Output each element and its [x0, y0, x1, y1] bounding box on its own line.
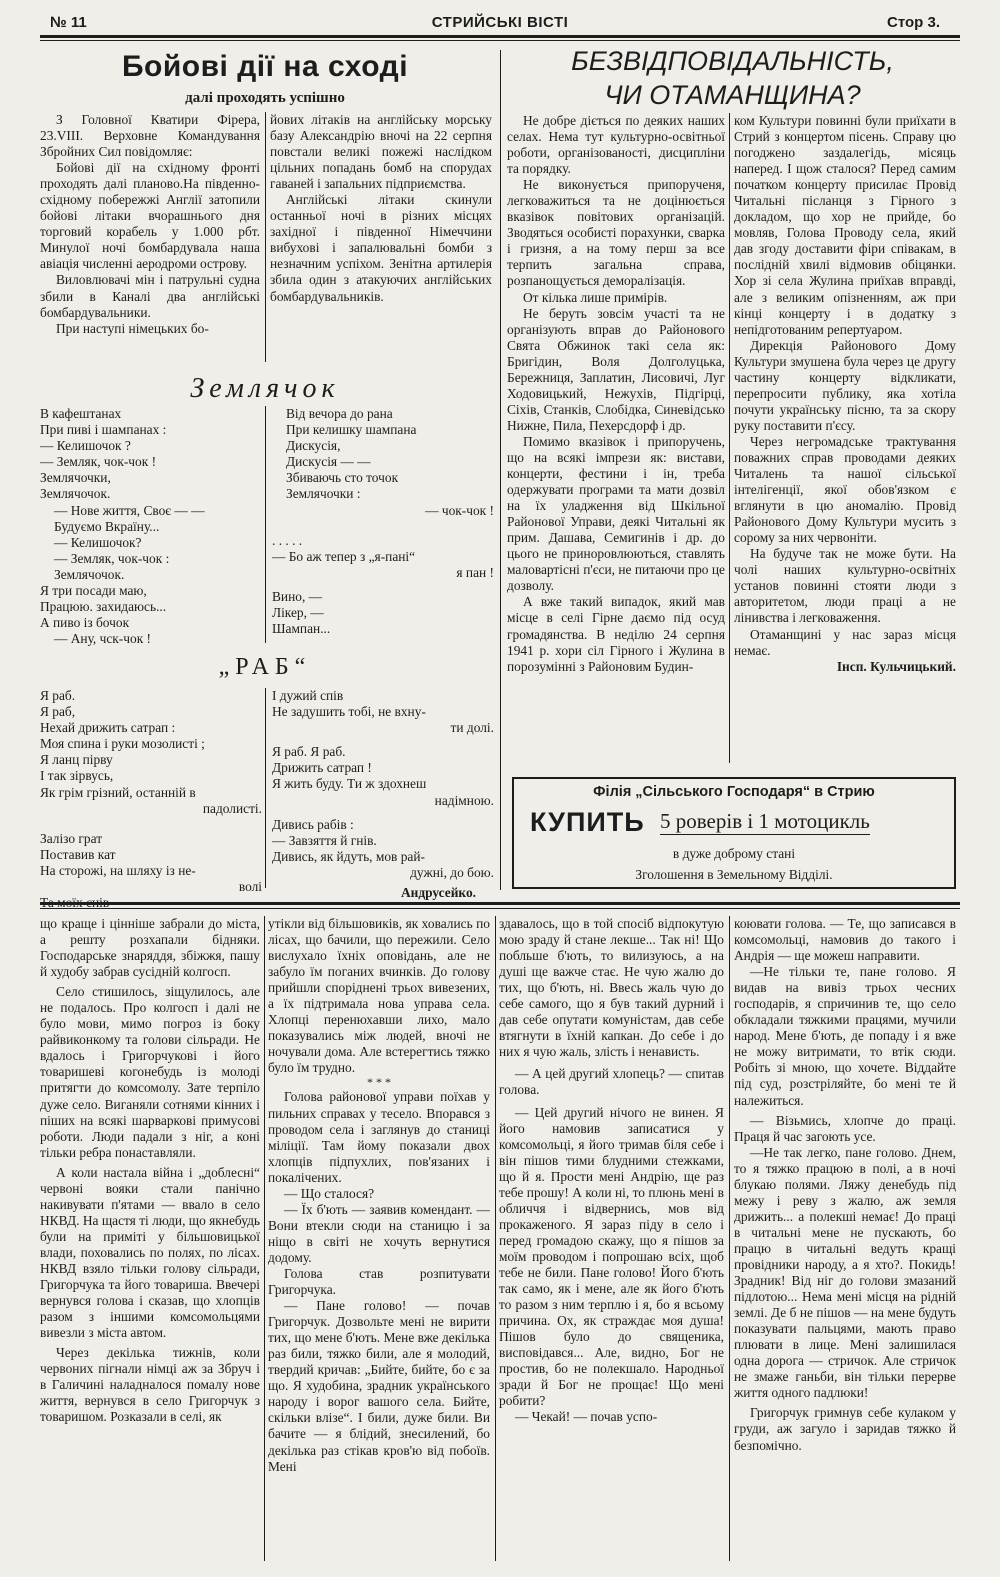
poem-zemliachok-title: Землячок — [190, 373, 340, 404]
poem-line: Шампан... — [272, 621, 331, 637]
paragraph: — Чекай! — почав успо- — [515, 1409, 658, 1425]
poem-rab-left — [40, 688, 262, 911]
page-number: Стор 3. — [887, 14, 940, 31]
paragraph: На будуче так не може бути. На чолі наших культурно-освітніх установ повинні стояти люди з авторитетом, люди праці а не лінивства і легковаження. — [734, 546, 956, 626]
poem-line: Дискусія, — [286, 438, 341, 454]
column-divider — [265, 406, 266, 643]
story-column-1 — [40, 916, 260, 1562]
poem-line: Землячочки : — [286, 486, 361, 502]
poem-line: дужні, до бою. — [410, 864, 494, 880]
war-article-column-2 — [270, 112, 492, 367]
poem-line: — Бо аж тепер з „я-пані“ — [272, 548, 416, 564]
poem-line: Землячочок. — [40, 486, 111, 502]
paragraph: З Головної Кватири Фірера, 23.VIII. Верховне Командування Збройних Сил повідомляє: — [40, 112, 260, 160]
poem-line: Я жить буду. Ти ж здохнеш — [272, 776, 427, 792]
article-author: Інсп. Кульчицький. — [836, 658, 956, 674]
poem-line: — Келишочок ? — [40, 438, 131, 454]
ad-buy: КУПИТЬ — [530, 807, 645, 837]
poem-line: Дрижить сатрап ! — [272, 760, 372, 776]
paragraph: Голова районової управи поїхав у пильних справах у тесело. Впорався з проводом села і заглянув до станиці міліції. Там йому показали двох хлопців підпухлих, пов'язаних і покалічених. — [268, 1089, 490, 1185]
poem-line: падолисті. — [202, 800, 262, 816]
story-column-2 — [268, 916, 490, 1562]
poem-line: — Земляк, чок-чок ! — [40, 454, 157, 470]
poem-line: При келишку шампана — [286, 422, 417, 438]
poem-zemliachok-right — [272, 406, 494, 637]
paragraph: —Не так легко, пане голово. Днем, то я тяжко працюю в полі, а в ночі блукаю полями. Ляжу денебудь під межу і реву з жалю, аж земля дрижить... а полекші немає! До праці в читальні мене не пускають, бо працю в читальні ведуть кращі провідники народу, а я хто?. Покидь! Зрадник! Від ніг до голови змазаний підлотою... Нема мені місця на рідній землі. Де б не пішов — на мене будуть показувати пальцями, мають право плювати в лице. Мені залишилася одна дорога — стричок. Але стричок не змаже ганьби, він тільки перерве життя одного падлюки! — [734, 1144, 956, 1401]
paragraph: —Не тільки те, пане голово. Я видав на вивіз трьох чесних господарів, я спричинив те, що село обкладали тяжкими працями, мучили народ. Мене б'ють, де попаду і я вже не можу витримати, то втік сюди. Робіть зі мною, що хочете. Віддайте під суд, розстріляйте, бо мені те й належиться. — [734, 964, 956, 1108]
paragraph: — А цей другий хлопець? — спитав голова. — [499, 1066, 724, 1098]
section-rule-thin — [40, 908, 960, 909]
poem-line: — Завзяття й гнів. — [272, 832, 377, 848]
paragraph: Дирекція Районового Дому Культури змушена була через це другу частину концерту відкликати, перепросити публику, яка хотіла почути українську пісню, та за скору руку поставити п'єсу. — [734, 337, 956, 433]
paragraph: Англійські літаки скинули останньої ночі в різних місцях західної і південної Німеччини вибухові і запалювальні бомби з незначним успіхом. Зенітна артилерія збила один з атакуючих англійських бомбардувальників. — [270, 192, 492, 304]
section-stars: * * * — [367, 1075, 391, 1090]
ad-condition: в дуже доброму стані — [672, 846, 796, 861]
paragraph: А вже такий випадок, який мав місце в селі Гірне даємо під осуд громадянства. В неділю 24 серпня 1941 р. хори сіл Гірного і Жулина в порозумінні з Районовим Будин- — [507, 594, 725, 674]
poem-line: Вино, — — [272, 588, 323, 604]
poem-line: Працюю. захидаюсь... — [40, 599, 167, 615]
advertisement-box — [512, 777, 956, 889]
poem-line: — чок-чок ! — [425, 502, 494, 518]
otaman-title-line-1: БЕЗВІДПОВІДАЛЬНІСТЬ, — [571, 46, 894, 76]
poem-line: Лікер, — — [272, 605, 324, 621]
poem-line: я пан ! — [456, 564, 494, 580]
section-divider — [500, 50, 501, 890]
column-divider — [495, 916, 496, 1561]
poem-line: І дужий спів — [272, 688, 344, 703]
paragraph: ком Культури повинні були приїхати в Стрий з концертом пісень. Справу цю погоджено заздалегідь, місяць наперед. І щож сталося? Перед самим початком концерту присилає Провід Читальні післанця з Гірного з докладом, що хор не прийде, бо мовляв, Голова Проводу села, який дав згоду доставити фіри співакам, в послідній хвилі відмовив обіцянки. Хор зі села Жулина приїхав вправді, але з великим опізненням, аж при кінці концерту і в додатку з непідготованим репертуаром. — [734, 113, 956, 337]
poem-line: На сторожі, на шляху із не- — [40, 862, 196, 878]
paragraph: Помимо вказівок і припоручень, що на всякі імпрези як: вистави, концерти, фестини і ін, треба одержувати програми та мати дозвіл на їх уладження від Шкільної Районової Управи, деякі Читальні як прим. Дашава, Семигинів і др. до цього не приноровлюються, ставлять маловартісні п'єси, не питаючи про це дозволу. — [507, 433, 725, 594]
paragraph: утікли від більшовиків, як ховались по лісах, що бачили, що пережили. Село вислухало їхніх оповідань, але не забуло їм поганих вчинків. До голову прийшли споріднені трьох вивезених, а їх підтримала нова управа села. Хлопці перенюхавши лихо, мало показувались між людей, вночі не ночували дома. Але встерегтись тяжко було їм трудно. — [268, 916, 490, 1076]
poem-line: А пиво із бочок — [40, 615, 130, 631]
paragraph: — Пане голово! — почав Григорчук. Дозвольте мені не вирити тих, що мене б'ють. Мене вже декілька раз били, тяжко били, але я молодий, твердий кричав: „Бийте, бийте, бо є за що. Я худобина, зрадник українського народу і ворог вашого села. Бийте, скільки влізе“. І били, дуже били. Ви бачите — я блідий, знесилений, бо декілька раз стікав кров'ю від побоїв. Мені — [268, 1298, 490, 1474]
poem-author: Андрусейко. — [400, 885, 476, 901]
column-divider — [729, 916, 730, 1561]
poem-line: Поставив кат — [40, 846, 116, 862]
paragraph: Не виконується припорученя, легковажиться та не доцінюється вказівок повітових організацій. Зводяться особисті порахунки, сварка і гризня, а на тому перш за все терпить загальна справа, розпанощується деморалізація. — [507, 177, 725, 289]
war-article-title: Бойові дії на сході — [121, 50, 409, 83]
poem-line: ти долі. — [450, 720, 494, 736]
paragraph: Григорчук гримнув себе кулаком у груди, аж загуло і заридав тяжко й безпомічно. — [734, 1405, 956, 1453]
paragraph: — Цей другий нічого не винен. Я його намовив записатися у комсомольці, я його тримав біля себе і він пішов тими блудними стежками, що й я. Прости мені Андрію, ще раз тебе прошу! А коли ні, то плюнь мені в обличчя і відвернись, мов від прокаженого. Я зараз піду в село і перед громадою скажу, що я пішов за моїм проводом і попрошаю всіх, щоб тебе не били. Пане голово! Його б'ють так само, як і мене, але як його б'ють то разом з ним терплю і я, бо я всьому причина. Ох, як страждає моя душа! Пішов було до священика, висповідався... Але, видно, Бог не простив, бо не полекшало. Народньої зради й Бог не прощає! Що мені робити? — [499, 1104, 724, 1409]
poem-line: Я раб. — [40, 688, 76, 703]
header-rule-thin — [40, 40, 960, 41]
poem-line: — Нове життя, Своє — — — [54, 502, 205, 518]
newspaper-title: СТРИЙСЬКІ ВІСТІ — [431, 14, 569, 31]
poem-line: Дивись, як йдуть, мов рай- — [272, 848, 425, 864]
paragraph: що краще і цінніше забрали до міста, а решту розхапали бідняки. Господарське знаряддя, збіжжя, пашу й худобу забрав сусідній колгосп. — [40, 916, 260, 980]
paragraph: Через негромадське трактування поважних справ проводами деяких Читалень та нашої сільської інтелігенції, якої обов'язком є вглянути в цю аномалію. Провід Районового Дому Культури мусить з сорому за них червоніти. — [734, 433, 956, 546]
paragraph: Не беруть зовсім участі та не організують вправ до Районового Свята Обжинок такі села як: Бригідин, Воля Долголуцька, Бережниця, Заплатин, Лисовичі, Луг Ходовицький, Нежухів, Підгірці, Сіхів, Станків, Слобідка, Синевідсько Нижне, Пила, Пехерсдорф і др. — [507, 305, 725, 433]
poem-line: Від вечора до рана — [286, 406, 393, 421]
poem-line: . . . . . — [272, 532, 303, 548]
otaman-title-line-2: ЧИ ОТАМАНЩИНА? — [604, 80, 861, 110]
paragraph: От кілька лише примірів. — [523, 289, 668, 305]
header-rule — [40, 35, 960, 38]
ad-contact: Зголошення в Земельному Відділі. — [635, 867, 833, 882]
paragraph: здавалось, що в той спосіб відпокутую мою зраду й стане лекше... Так ні! Що побльше б'ють, то вилизуюсь, а на душі ще важче стає. Не чую жалю до тих, що б'ють, ні. Ввесь жаль чую до себе самого, що я був такий дурний і дав себе опутати комуністам, дав себе втягнути в їхній капкан. До себе і до них я чую жаль, злість і ненависть. — [499, 916, 724, 1060]
column-divider — [264, 916, 265, 1561]
poem-line: — Ану, чск-чок ! — [54, 631, 152, 647]
poem-line: Як грім грізний, останній в — [40, 784, 196, 800]
poem-rab-right — [272, 688, 494, 901]
column-divider — [265, 688, 266, 888]
issue-number: № 11 — [50, 14, 87, 31]
paragraph: Не добре діється по деяких наших селах. Нема тут культурно-освітньої роботи, організованості, дисципліни та порядку. — [507, 113, 725, 177]
column-divider — [265, 112, 266, 362]
paragraph: Через декілька тижнів, коли червоних пігнали німці аж за Збруч і в Галичині наладналося помалу нове життя, вернувся в село Григорчук з товаришом. Розказали в селі, як — [40, 1345, 260, 1425]
poem-line: Моя спина і руки мозолисті ; — [40, 736, 205, 752]
poem-line: Я раб, — [40, 704, 76, 720]
paragraph: Бойові дії на східному фронті проходять далі плановo.На південно-східному побережжі Англії затопили бойові літаки вчорашнього дня торговий корабель у 1.000 рбт. Минулої ночі бомбардувала наша авіація численні аеродроми острову. — [40, 160, 260, 272]
paragraph: Виловлювачі мін і патрульні судна збили в Каналі два англійські бомбардувальники. — [40, 272, 260, 320]
paragraph: Голова став розпитувати Григорчука. — [268, 1265, 490, 1298]
poem-line: надімною. — [434, 792, 494, 808]
poem-line: волі — [238, 879, 262, 895]
paragraph: Село стишилось, зіщулилось, але не подалось. Про колгосп і далі не було мови, мимо погроз із боку райвиконкому та голови сільради. Не вдалось і Григорчукові і його товаришеві когонебудь із молоді притягти до комсомолу. Зате терпіло дуже село. Виганяли сотнями кінних і піших на всякі шарваркові примусові роботи. Люди падали з ніг, а коні тільки ребра понаставляли. — [40, 984, 260, 1160]
column-divider — [729, 113, 730, 763]
story-column-4 — [734, 916, 956, 1562]
poem-line: І так зірвусь, — [40, 768, 114, 784]
section-rule — [40, 902, 960, 905]
poem-line: Землячочки, — [40, 470, 111, 486]
paragraph: — Візьмись, хлопче до праці. Праця й час загоють усе. — [734, 1112, 956, 1144]
otaman-column-2 — [734, 113, 956, 773]
paragraph: Отаманщині у нас зараз місця немає. — [734, 626, 956, 658]
poem-line: Дивись рабів : — [272, 816, 354, 832]
poem-line: Залізо грат — [40, 830, 103, 846]
poem-line: — Земляк, чок-чок : — [54, 550, 170, 566]
poem-line: Будуємо Вкраїну... — [54, 518, 160, 534]
poem-line: Не задушить тобі, не вхну- — [272, 704, 426, 720]
paragraph: При наступі німецьких бо- — [56, 320, 209, 336]
poem-line: — Келишочок? — [54, 534, 142, 550]
war-article-subtitle: далі проходять успішно — [185, 90, 345, 106]
ad-title: Філія „Сільського Господаря“ в Стрию — [593, 784, 875, 800]
paragraph: — Їх б'ють — заявив комендант. — Вони втекли сюди на станицю і за ніщо в світі не хочуть вернутися додому. — [268, 1201, 490, 1265]
story-column-3 — [499, 916, 724, 1562]
poem-line: Нехай дрижить сатрап : — [40, 720, 176, 736]
poem-line: Я ланц пірву — [40, 752, 113, 768]
poem-line: Дискусія — — — [286, 454, 371, 470]
ad-item: 5 роверів і 1 мотоцикль — [660, 809, 870, 833]
war-article-column-1 — [40, 112, 260, 367]
poem-line: Землячочок. — [54, 566, 125, 582]
poem-rab-title: „РАБ“ — [218, 654, 312, 680]
poem-line: В кафештанах — [40, 406, 122, 421]
poem-line: Я раб. Я раб. — [272, 744, 346, 760]
poem-zemliachok-left — [40, 406, 262, 647]
poem-line: Я три посади маю, — [40, 583, 147, 599]
paragraph: коювати голова. — Те, що записався в комсомольці, намовив до такого і Андрія — ще можеш направити. — [734, 916, 956, 964]
poem-line: При пиві і шампанах : — [40, 422, 167, 438]
paragraph: А коли настала війна і „доблесні“ червоні вояки стали панічно накивувати п'ятами — ввало в село НКВД. На щастя ті люди, що якнебудь були на приміті у більшовицької влади, поховались по полях, по лісах. НКВД взяло тільки голову сільради, Григорчука та його товариша. Ввечері вернувся голова і сказав, що хлопців разом з іншими комсомольцями вивезли з міста автом. — [40, 1164, 260, 1341]
otaman-column-1 — [507, 113, 725, 773]
poem-line: Збиваючь сто точок — [286, 470, 399, 486]
paragraph: — Що сталося? — [284, 1185, 375, 1201]
paragraph: йових літаків на англійську морську базу Александрію вночі на 22 серпня повстали великі пожежі наслідком цільних попадань бомб на спорудах гаваней і запальних підприємства. — [270, 112, 492, 192]
